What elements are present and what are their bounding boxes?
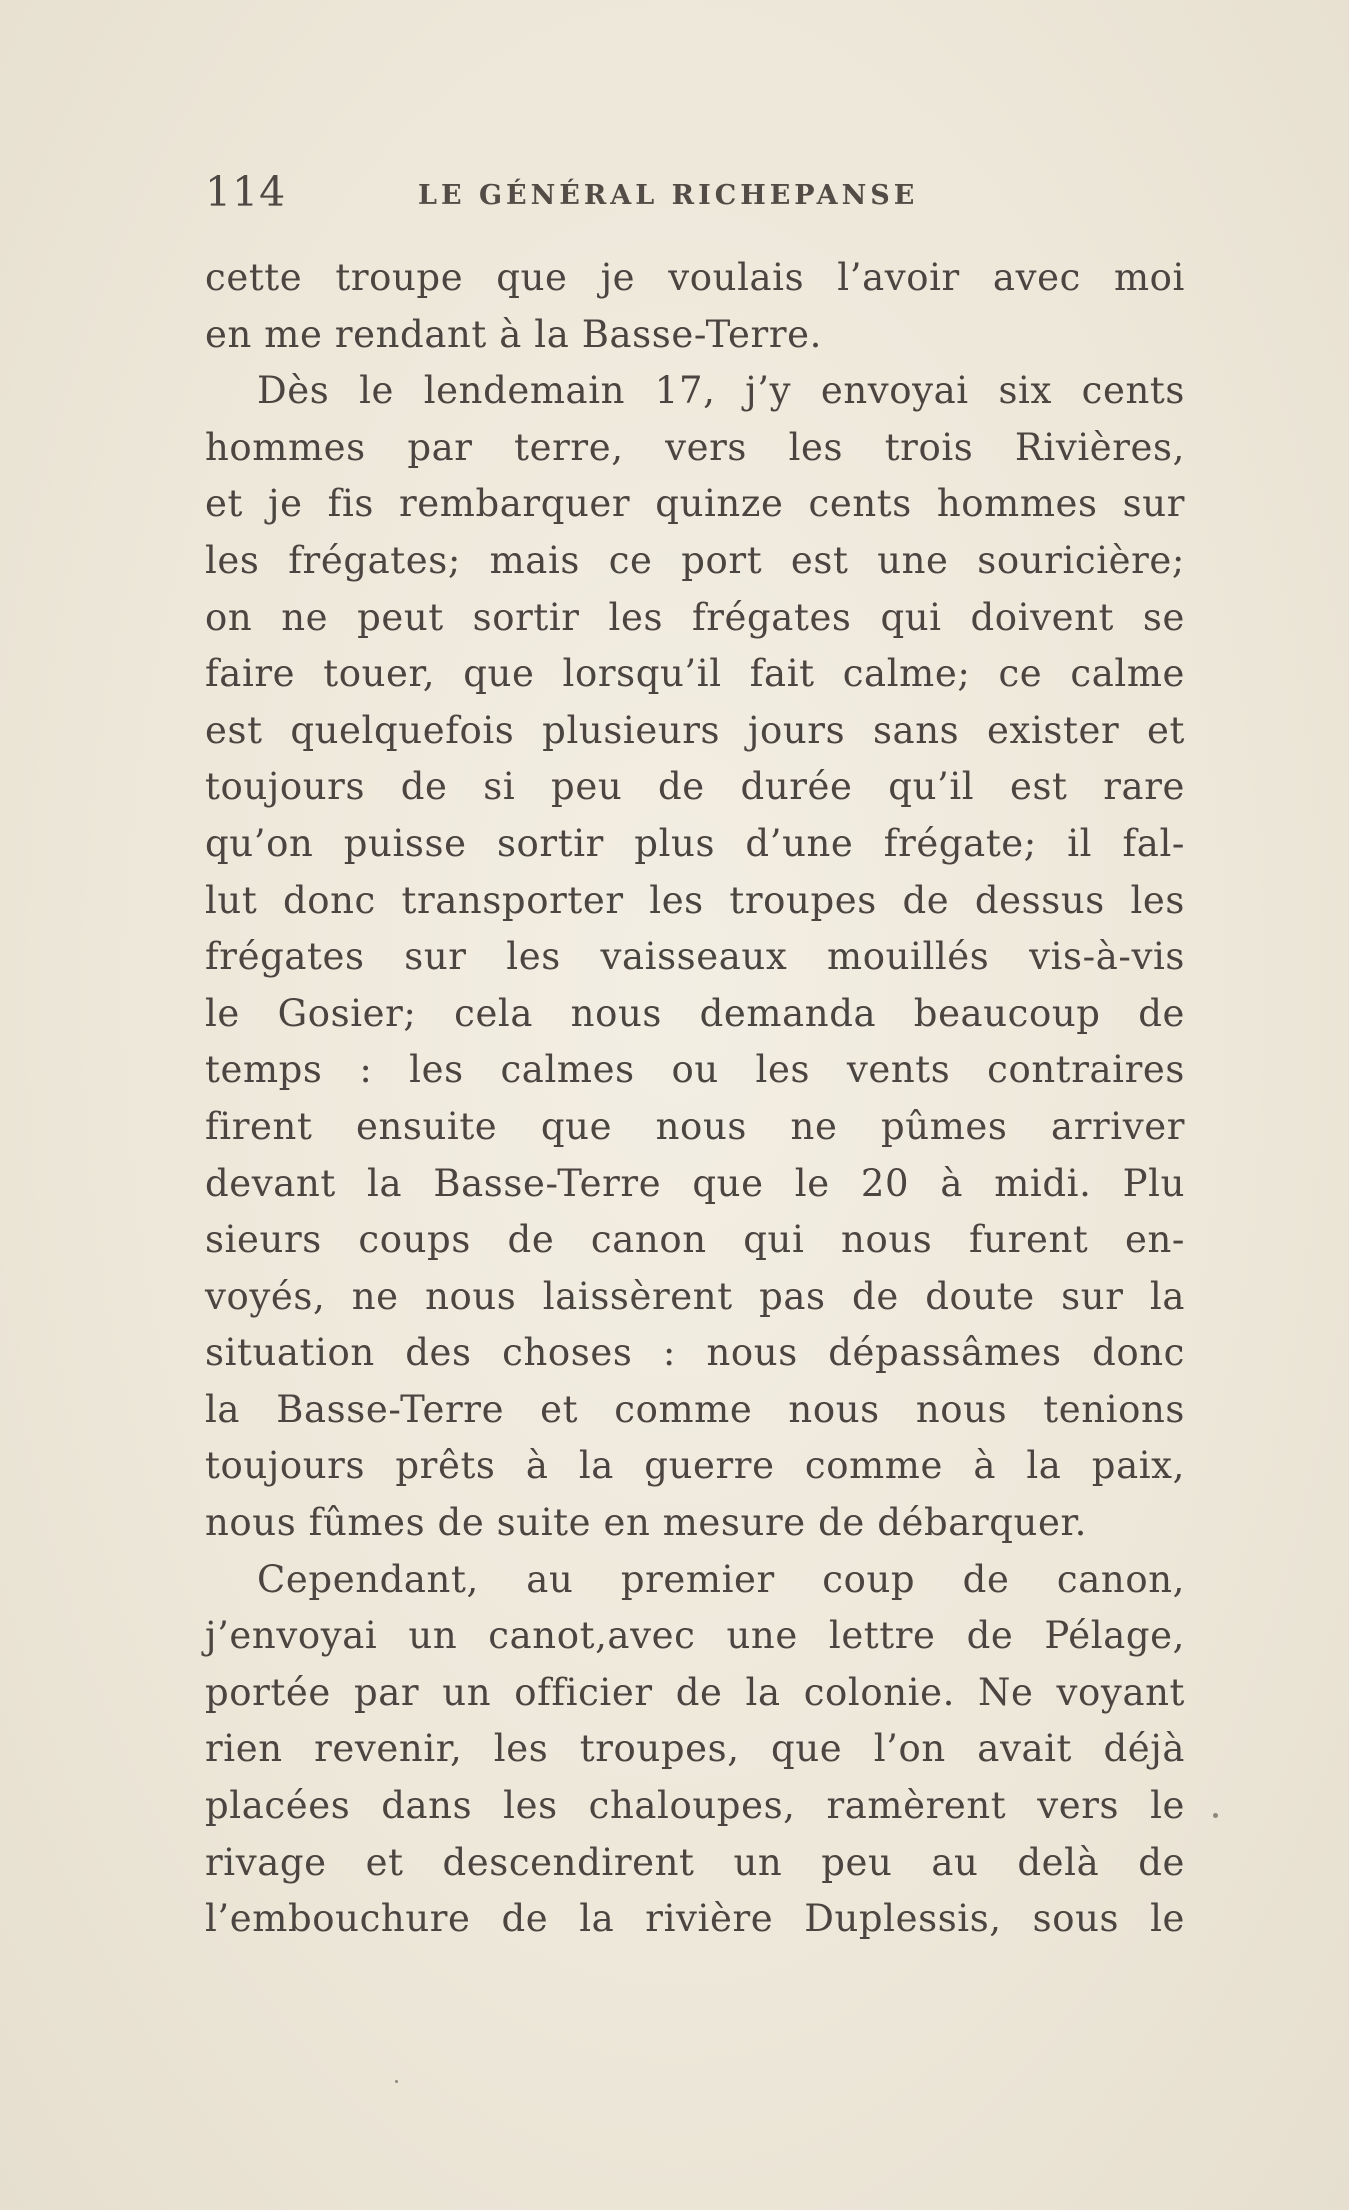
text-line: lut donc transporter les troupes de dessus les [205, 878, 1185, 922]
text-line: faire touer, que lorsqu’il fait calme; ce calme [205, 652, 1185, 696]
text-line: toujours prêts à la guerre comme à la paix, [205, 1444, 1185, 1488]
text-line: placées dans les chaloupes, ramèrent vers le [205, 1784, 1185, 1828]
text-line: firent ensuite que nous ne pûmes arriver [205, 1104, 1185, 1148]
text-line: devant la Basse-Terre que le 20 à midi. Plu [205, 1161, 1185, 1205]
text-line: qu’on puisse sortir plus d’une frégate; il fal- [205, 821, 1185, 865]
text-line: voyés, ne nous laissèrent pas de doute sur la [205, 1274, 1185, 1318]
text-line: en me rendant à la Basse-Terre. [205, 312, 822, 356]
text-line: situation des choses : nous dépassâmes donc [205, 1331, 1185, 1375]
text-line: rien revenir, les troupes, que l’on avait déjà [205, 1727, 1185, 1771]
text-line: frégates sur les vaisseaux mouillés vis-à-vis [205, 935, 1185, 979]
text-line: les frégates; mais ce port est une souricière; [205, 538, 1185, 582]
text-line: portée par un officier de la colonie. Ne voyant [205, 1670, 1185, 1714]
text-line: nous fûmes de suite en mesure de débarquer. [205, 1501, 1088, 1545]
text-line: Cependant, au premier coup de canon, [257, 1557, 1185, 1601]
text-line: on ne peut sortir les frégates qui doivent se [205, 595, 1185, 639]
page-number: 114 [205, 168, 287, 216]
text-line: toujours de si peu de durée qu’il est rare [205, 765, 1185, 809]
text-line: j’envoyai un canot,avec une lettre de Pélage, [205, 1614, 1185, 1658]
text-line: le Gosier; cela nous demanda beaucoup de [205, 991, 1185, 1035]
text-line: la Basse-Terre et comme nous nous tenions [205, 1387, 1185, 1431]
text-line: et je fis rembarquer quinze cents hommes sur [205, 482, 1185, 526]
text-line: hommes par terre, vers les trois Rivières, [205, 425, 1185, 469]
page-header [205, 168, 1185, 228]
text-line: est quelquefois plusieurs jours sans exister et [205, 708, 1185, 752]
text-line: rivage et descendirent un peu au delà de [205, 1840, 1185, 1884]
text-line: cette troupe que je voulais l’avoir avec moi [205, 256, 1185, 299]
paper-speck [1213, 1813, 1218, 1818]
text-line: sieurs coups de canon qui nous furent en- [205, 1218, 1185, 1262]
running-title: LE GÉNÉRAL RICHEPANSE [418, 180, 919, 211]
paper-speck [395, 2080, 398, 2083]
text-line: l’embouchure de la rivière Duplessis, sous le [205, 1897, 1185, 1941]
body-text [205, 250, 1185, 1948]
text-line: temps : les calmes ou les vents contraires [205, 1048, 1185, 1092]
text-line: Dès le lendemain 17, j’y envoyai six cents [257, 369, 1185, 413]
